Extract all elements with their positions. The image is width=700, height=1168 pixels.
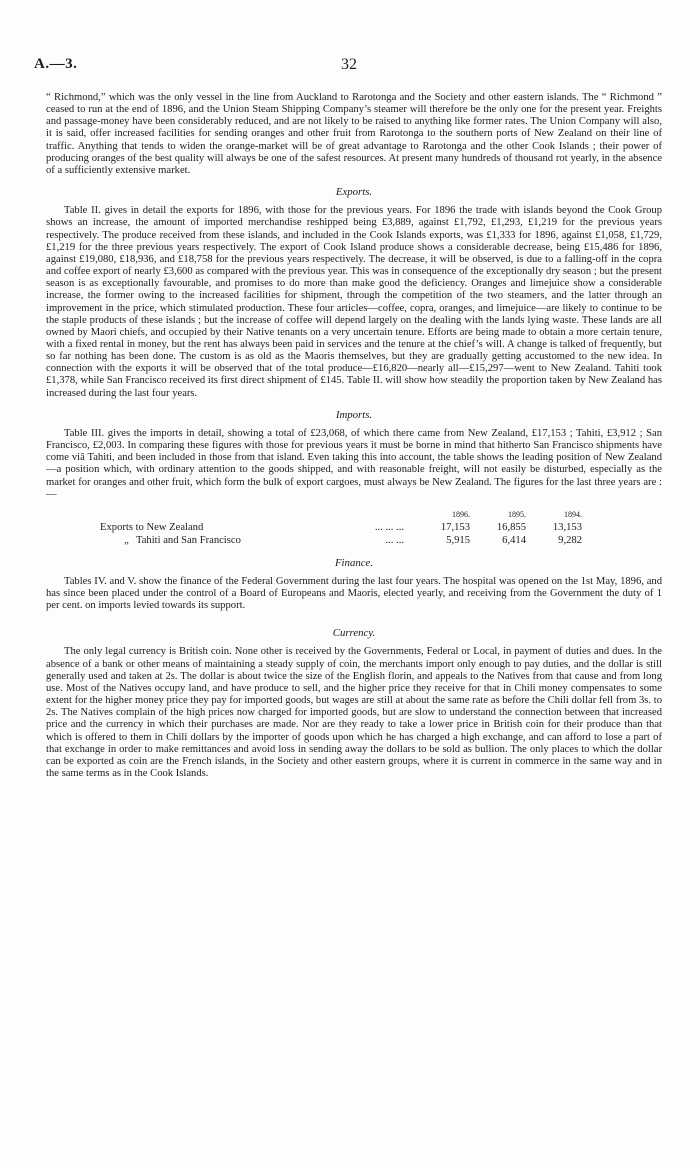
row-label: Exports to New Zealand bbox=[100, 522, 204, 534]
row-label-cell bbox=[100, 535, 342, 548]
year-header: 1894. bbox=[564, 509, 582, 519]
paragraph-exports: Table II. gives in detail the exports for 1896, with those for the previous years. For 1896 the trade with islands beyond the Cook Group shows an increase, the amount of imported merchandise reshipped being £3,889, against £1,792, £1,293, £1,219 for the previous years respectively. The produce received from these islands, and included in the Cook Islands exports, was £1,333 for 1896, against £1,058, £1,729, £1,219 for the three previous years respectively. The export of Cook Island produce shows a considerable decrease, being £15,486 for 1896, against £19,080, £18,936, and £18,758 for the previous years respectively. The decrease, it will be observed, is due to a falling-off in the copra and coffee export of nearly £3,600 as compared with the previous year. This was in consequence of the exceptionally dry season ; but the present season is as exceptionally favourable, and promises to do more than make good the deficiency. Oranges and limejuice show a considerable increase, the former owing to the increased facilities for shipment, through the competition of the two steamers, and the latter through an improvement in the price, which stimulated production. These four articles—coffee, copra, oranges, and limejuice—are likely to continue to be the staple products of these islands ; but the increase of coffee will depend largely on the dealing with the lands lying waste. These lands are all owned by Maori chiefs, and occupied by their Native tenants on a very uncertain tenure. Efforts are being made to obtain a more certain tenure, with a fixed rental in money, but the rent has always been paid in services and the tenure at the chief’s will. A change is talked of frequently, but so far nothing has been done. The custom is as old as the Maoris themselves, but they are gradually getting accustomed to the new idea. In connection with the exports it will be observed that of the total produce—£16,820—nearly all—£15,297—went to New Zealand. Tahiti took £1,378, while San Francisco received its first direct shipment of £145. Table II. will show how steadily the proportion taken by New Zealand has increased during the last four years. bbox=[46, 205, 662, 399]
table-cell: 17,153 bbox=[440, 522, 470, 534]
section-heading-currency: Currency. bbox=[332, 627, 376, 640]
table-cell: 16,855 bbox=[496, 522, 526, 534]
table-cell: 5,915 bbox=[446, 535, 470, 547]
table-row bbox=[100, 522, 582, 535]
paragraph-currency: The only legal currency is British coin. None other is received by the Governments, Federal or Local, in payment of duties and dues. In the absence of a bank or other means of maintaining a steady supply of coin, the merchants import only enough to pay duties, and the dollar is still generally used and taken at 2s. The dollar is about twice the size of the English florin, and appeals to the Natives from that cause and from long use. Most of the Natives occupy land, and have produce to sell, and the higher price they receive for that in Chili money compensates to some extent for the higher money price they pay for imported goods, but wages are still at about the same rate as before the Chili dollar fell from 3s. to 2s. The Natives complain of the high prices now charged for imported goods, but are slow to understand the connection between that increased price and the currency in which their purchases are made. Nor are they ready to take a lower price in British coin for their produce than that which is offered to them in Chili dollars by the importer of goods upon which he has charged a high exchange, and can afford to lose a part of that exchange in order to make remittances and avoid loss in sending away the dollars to be sold as bullion. The only places to which the dollar can be exported as coin are the French islands, in the Society and other eastern groups, where it is current in commerce in the same way and in the same terms as in the Cook Islands. bbox=[46, 646, 662, 779]
leader-dots: ... ... bbox=[385, 535, 404, 547]
table-header-row bbox=[100, 509, 582, 523]
document-body bbox=[46, 92, 662, 780]
page-number: 32 bbox=[341, 56, 357, 73]
page-header bbox=[34, 56, 664, 78]
ditto-mark: „ bbox=[124, 535, 130, 547]
table-row bbox=[100, 535, 582, 548]
row-label: Tahiti and San Francisco bbox=[136, 535, 241, 547]
paragraph-finance: Tables IV. and V. show the finance of the Federal Government during the last four years. The hospital was opened on the 1st May, 1896, and has since been placed under the control of a Board of Europeans and Maoris, elected yearly, and receiving from the Government the duty of 1 per cent. on imports levied towards its support. bbox=[46, 575, 662, 612]
paragraph-imports: Table III. gives the imports in detail, showing a total of £23,068, of which there came from New Zealand, £17,153 ; Tahiti, £3,912 ; San Francisco, £2,003. In comparing these figures with those for previous years it must be borne in mind that hitherto San Francisco shipments have come viâ Tahiti, and been included in those from that island. Even taking this into account, the table shows the leading position of New Zealand—a position which, with ordinary attention to the goods shipped, and with reasonable freight, will not easily be disturbed, especially as the market for oranges and other fruit, which form the bulk of export cargoes, must always be New Zealand. The figures for the last three years are :— bbox=[46, 427, 662, 500]
exports-comparison-table bbox=[100, 509, 582, 548]
leader-dots: ... ... ... bbox=[374, 522, 404, 534]
table-cell: 6,414 bbox=[502, 535, 526, 547]
document-code: A.—3. bbox=[34, 56, 78, 72]
year-header: 1896. bbox=[452, 509, 470, 519]
section-heading-finance: Finance. bbox=[334, 556, 374, 569]
section-heading-exports: Exports. bbox=[335, 186, 373, 199]
table-cell: 13,153 bbox=[552, 522, 582, 534]
table-cell: 9,282 bbox=[558, 535, 582, 547]
paragraph-richmond: “ Richmond,” which was the only vessel in the line from Auckland to Rarotonga and the Society and other eastern islands. The “ Richmond ” ceased to run at the end of 1896, and the Union Steam Shipping Company’s steamer will therefore be the only one for the present year. Freights and passage-money have been considerably reduced, and are not likely to be raised to anything like former rates. The Union Company will also, it is said, offer increased facilities for sending oranges and other fruit from Rarotonga to the southern ports of New Zealand on their line of traffic. Anything that tends to widen the orange-market will be of great advantage to Rarotonga and the other Cook Islands ; their power of producing oranges of the best quality will always be one of the safest resources. At present many hundreds of thousand rot yearly, in the absence of a sufficiently extensive market. bbox=[46, 92, 662, 176]
year-header: 1895. bbox=[508, 509, 526, 519]
section-heading-imports: Imports. bbox=[335, 408, 373, 421]
